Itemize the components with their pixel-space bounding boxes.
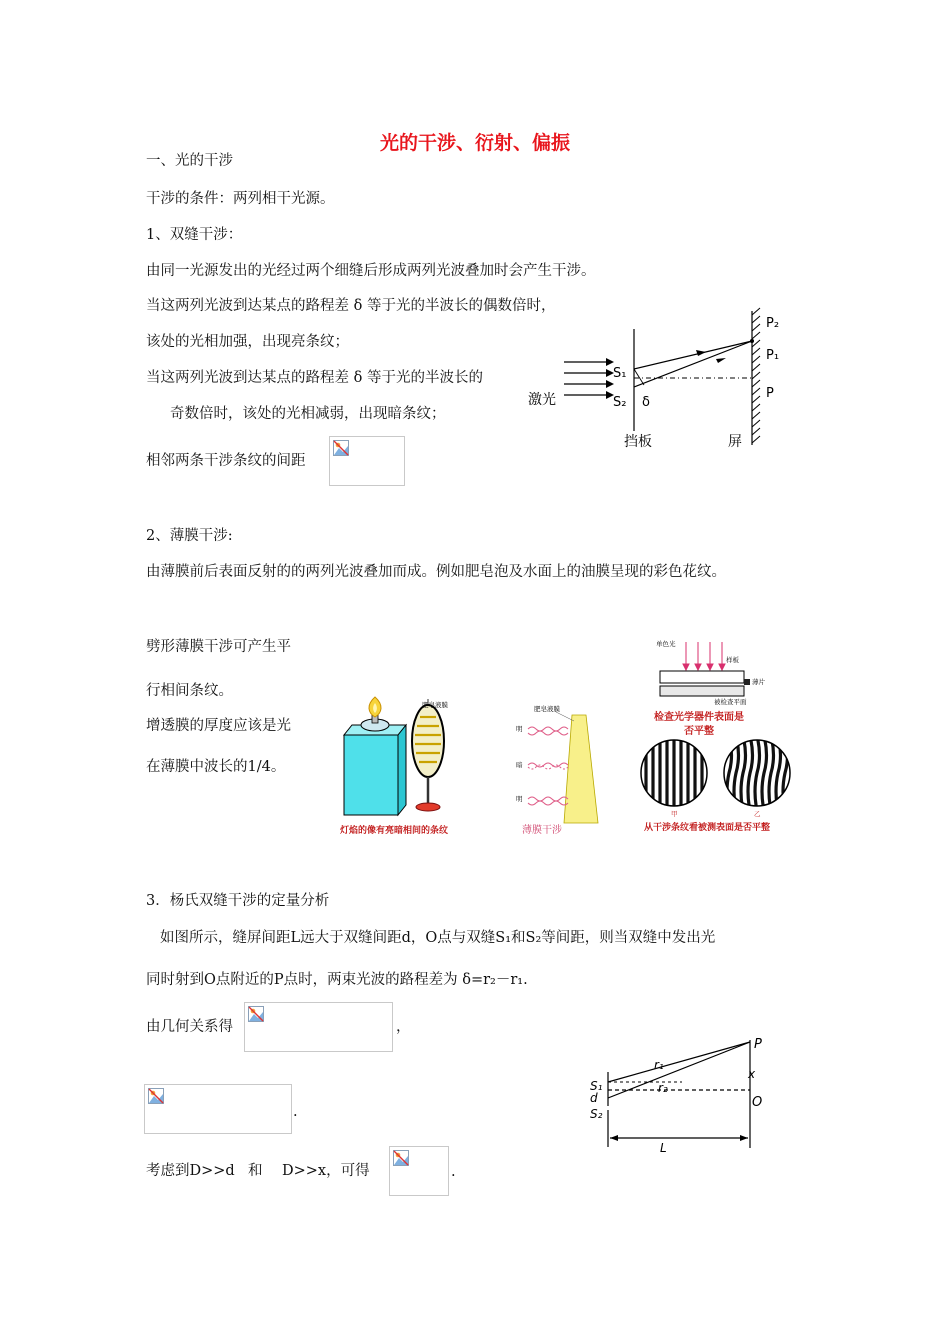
young-geometry-diagram bbox=[582, 1032, 782, 1162]
label-laser: 激光 bbox=[528, 392, 556, 408]
label-p1: P₁ bbox=[766, 348, 780, 363]
label-s1: S₁ bbox=[613, 366, 627, 381]
sample-label: 样板 bbox=[726, 656, 739, 664]
section-heading: 3．杨氏双缝干涉的定量分析 bbox=[146, 893, 330, 909]
soap-film-label: 肥皂液膜 bbox=[422, 701, 448, 709]
page-title: 光的干涉、衍射、偏振 bbox=[379, 132, 570, 154]
thin-film-wave-figure bbox=[500, 695, 620, 840]
punctuation: . bbox=[451, 1164, 456, 1180]
formula-image-placeholder bbox=[389, 1146, 449, 1196]
label-p: P bbox=[766, 386, 774, 401]
lamp-caption: 灯焰的像有亮暗相间的条纹 bbox=[340, 826, 449, 836]
label-barrier: 挡板 bbox=[624, 434, 652, 450]
label-jia: 甲 bbox=[671, 810, 678, 818]
fringe-pattern-flat bbox=[640, 736, 710, 811]
broken-image-icon bbox=[148, 1088, 164, 1104]
paragraph: 如图所示，缝屏间距L远大于双缝间距d，O点与双缝S₁和S₂等间距，则当双缝中发出光 bbox=[160, 930, 716, 946]
label-P: P bbox=[754, 1037, 762, 1052]
paragraph: 由几何关系得 bbox=[146, 1019, 233, 1035]
paragraph: 劈形薄膜干涉可产生平 bbox=[146, 639, 291, 655]
paragraph: 当这两列光波到达某点的路程差 δ 等于光的半波长的偶数倍时， bbox=[146, 298, 556, 314]
label-r2: r₂ bbox=[658, 1081, 668, 1095]
paragraph: 当这两列光波到达某点的路程差 δ 等于光的半波长的 bbox=[146, 370, 483, 386]
film-caption: 薄膜干涉 bbox=[522, 825, 562, 836]
fringe-pattern-uneven bbox=[723, 736, 793, 811]
paragraph: 同时射到O点附近的P点时，两束光波的路程差为 δ=r₂－r₁. bbox=[146, 972, 528, 988]
broken-image-icon bbox=[393, 1150, 409, 1166]
formula-image-placeholder bbox=[144, 1084, 292, 1134]
dark-label: 暗 bbox=[516, 761, 523, 769]
label-s2: S₂ bbox=[613, 395, 627, 410]
label-S1: S₁ bbox=[590, 1079, 603, 1093]
paragraph: 由同一光源发出的光经过两个细缝后形成两列光波叠加时会产生干涉。 bbox=[146, 263, 596, 279]
label-S2: S₂ bbox=[590, 1107, 603, 1121]
bottom-caption: 从干涉条纹看被测表面是否平整 bbox=[644, 823, 771, 833]
label-L: L bbox=[660, 1141, 667, 1155]
formula-image-placeholder bbox=[329, 436, 405, 486]
paragraph: 干涉的条件：两列相干光源。 bbox=[146, 191, 335, 207]
bright-label-2: 明 bbox=[516, 795, 523, 803]
label-yi: 乙 bbox=[754, 810, 761, 818]
paragraph: D>>x，可得 bbox=[282, 1163, 370, 1179]
label-screen: 屏 bbox=[728, 434, 742, 450]
bright-label: 明 bbox=[516, 725, 523, 733]
label-x: x bbox=[748, 1067, 756, 1081]
shim-label: 薄片 bbox=[752, 678, 765, 686]
punctuation: ， bbox=[396, 1019, 411, 1035]
paragraph: 考虑到D>>d bbox=[146, 1163, 235, 1179]
label-r1: r₁ bbox=[654, 1058, 664, 1072]
paragraph: 增透膜的厚度应该是光 bbox=[146, 718, 291, 734]
paragraph: 由薄膜前后表面反射的的两列光波叠加而成。例如肥皂泡及水面上的油膜呈现的彩色花纹。 bbox=[146, 564, 726, 580]
section-heading: 一、光的干涉 bbox=[146, 153, 233, 169]
paragraph: 和 bbox=[248, 1163, 263, 1179]
mono-light-label: 单色光 bbox=[656, 640, 676, 648]
check-caption-1: 检查光学器件表面是 bbox=[654, 712, 744, 723]
double-slit-diagram bbox=[520, 305, 780, 455]
optical-flat-check-figure bbox=[636, 636, 801, 836]
tested-plane-label: 被检查平面 bbox=[714, 698, 747, 706]
paragraph: 该处的光相加强，出现亮条纹； bbox=[146, 334, 349, 350]
label-p2: P₂ bbox=[766, 316, 780, 331]
lamp-soap-film-figure bbox=[336, 695, 486, 840]
paragraph: 相邻两条干涉条纹的间距 bbox=[146, 453, 306, 469]
formula-image-placeholder bbox=[244, 1002, 393, 1052]
paragraph: 奇数倍时，该处的光相减弱，出现暗条纹； bbox=[170, 406, 446, 422]
film-label: 肥皂液膜 bbox=[534, 705, 560, 713]
paragraph: 在薄膜中波长的1/4。 bbox=[146, 759, 286, 775]
label-O: O bbox=[752, 1095, 763, 1110]
broken-image-icon bbox=[333, 440, 349, 456]
check-caption-2: 否平整 bbox=[684, 726, 714, 737]
label-d: d bbox=[590, 1091, 598, 1105]
paragraph: 行相间条纹。 bbox=[146, 683, 233, 699]
label-delta: δ bbox=[642, 395, 650, 410]
broken-image-icon bbox=[248, 1006, 264, 1022]
punctuation: . bbox=[293, 1104, 298, 1120]
subheading: 2、薄膜干涉: bbox=[146, 528, 233, 544]
subheading: 1、双缝干涉： bbox=[146, 227, 243, 243]
